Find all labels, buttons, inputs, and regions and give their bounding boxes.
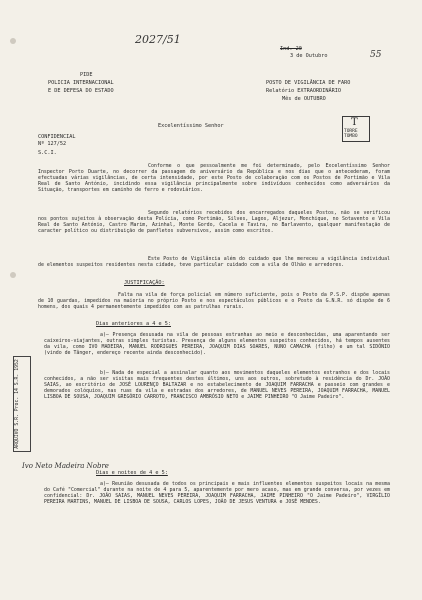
days-nights-a: a)— Reunião desusada de todos os principais e mais influentes elementos suspeitos locais na mesma do Café "Comercial" durante na noite de 4 para 5, aparentemente por mero acaso, mas em grande conversa, por vezes em confidencial: Dr. JOÃO SAIAS, MANUEL NEVES PEREIRA, JOAQUIM FARRACHA, JAIME PINHEIRO "O Jaime Padeiro", VIRGÍLIO PEREIRA MARTINS, MANUEL DE LISBOA DE SOUSA, CARLOS LOPES, JOÃO DE JESUS VENTURA e JOSÉ MENDES. xyxy=(44,481,390,506)
archive-side-stamp xyxy=(13,356,31,452)
justification-text: Falta na vila de força policial em número suficiente, pois o Posto da P.S.P. dispõe apenas de 10 guardas, impedidos na maioria no próprio Posto e nos espectáculos públicos e o Posto da G.N.R. só dispõe de 6 homens, dos quais 4 permanentemente impedidos com as patrulhas rurais. xyxy=(38,292,390,311)
stamp-letter: T xyxy=(351,117,358,128)
archive-stamp-text: ARQUIVO S.R. Proc. 14 S.R. 1952 xyxy=(15,359,20,449)
reference-dest: S.C.I. xyxy=(38,150,57,156)
header-left-line3: E DE DEFESA DO ESTADO xyxy=(48,88,114,94)
days-before-a: a)— Presença desusada na vila de pessoas estranhas ao meio e desconhecidas, uma aparentando ser caixeiros-viajantes, outras simples turistas. Presença de alguns elementos suspeitos conhecidos, há tempos ausentes da vila, como IVO MADEIRA, MANUEL RODRIGUES PEREIRA, JOAQUIM DIAS SOARES, NUNO CAMACHA (filho) e um tal SIDÓNIO (vindo de Tânger, endereço recente ainda desconhecido). xyxy=(44,332,390,357)
days-before-b: b)— Nada de especial a assinalar quanto aos movimentos daqueles elementos estranhos e dos locais conhecidos, a não ser visitas mais frequentes destes últimos, uns aos outros, sobretudo à residência do Dr. JOÃO SAIAS, ao escritório de JOSÉ LOURENÇO BALTAZAR e no estabelecimento de JOAQUIM FARRACHA e passeio com grandes e demorados colóquios, nas ruas da vila e estradas dos arredores, de MANUEL NEVES PEREIRA, JOAQUIM FARRACHA, MANUEL LISBOA DE SOUSA, JOAQUIM GREGÓRIO CARROTO, FRANCISCO AMBRÓSIO NETO e JAIME PINHEIRO "O Jaime Padeiro". xyxy=(44,370,390,401)
header-right-line3: Mês de OUTUBRO xyxy=(282,96,326,102)
header-ind: Ind. 20 xyxy=(280,46,302,52)
header-right-line2: Relatório EXTRAORDINÁRIO xyxy=(266,88,341,94)
header-right-line1: POSTO DE VIGILÂNCIA DE FARO xyxy=(266,80,351,86)
header-date: 3 de Outubro xyxy=(290,53,328,59)
margin-handwritten-note: Ivo Neto Madeira Nobre xyxy=(22,462,109,470)
punch-hole-top xyxy=(10,38,16,44)
justification-title: JUSTIFICAÇÃO: xyxy=(124,280,165,286)
reference-number: Nº 127/52 xyxy=(38,141,67,147)
paragraph-2: Segundo relatórios recebidos dos encarregados daqueles Postos, não se verificou nos pontos sujeitos à observação desta Polícia, como Portimão, Silves, Lagos, Aljezur, Monchique, no Sotavento e Vila Real de Santo António, Castro Marim, Azinhal, Monte Gordo, Cacela e Tavira, no Barlavento, qualquer manifestação de caracter político ou distribuição de panfletos subversivos, assim como escritos. xyxy=(38,210,390,235)
salutation: Excelentíssimo Senhor xyxy=(158,123,224,129)
header-left-pide: PIDE xyxy=(80,72,93,78)
header-left-line2: POLICIA INTERNACIONAL xyxy=(48,80,114,86)
handwritten-number: 2027/51 xyxy=(135,33,181,46)
paragraph-3: Este Posto de Vigilância além do cuidado que lhe mereceu a vigilância individual de elementos suspeitos residentes nesta cidade, teve particular cuidado com a vila de Olhão e arredores. xyxy=(38,256,390,269)
paragraph-1: Conforme o que pessoalmente me foi determinado, pelo Excelentíssimo Senhor Inspector Porto Duarte, no decorrer da passagem do aniversário da República e nos dias que o antecederam, foram efectuadas várias vigilâncias, de certa intensidade, por este Posto de colaboração com os Postos de Portimão e Vila Real de Santo António, incidindo essa vigilância principalmente sobre indivíduos conhecidos como adversários da Situação, transportes em caminho de ferro e rodoviários. xyxy=(38,163,390,194)
stamp-line2: TOMBO xyxy=(344,134,358,139)
torre-tombo-stamp xyxy=(342,116,370,142)
stamp-line1: TORRE xyxy=(344,129,358,134)
classification: CONFIDENCIAL xyxy=(38,134,76,140)
handwritten-page-number: 55 xyxy=(370,50,382,60)
days-before-title: Dias anteriores a 4 e 5: xyxy=(96,321,171,327)
punch-hole-bottom xyxy=(10,272,16,278)
days-nights-title: Dias e noites de 4 e 5: xyxy=(96,470,168,476)
